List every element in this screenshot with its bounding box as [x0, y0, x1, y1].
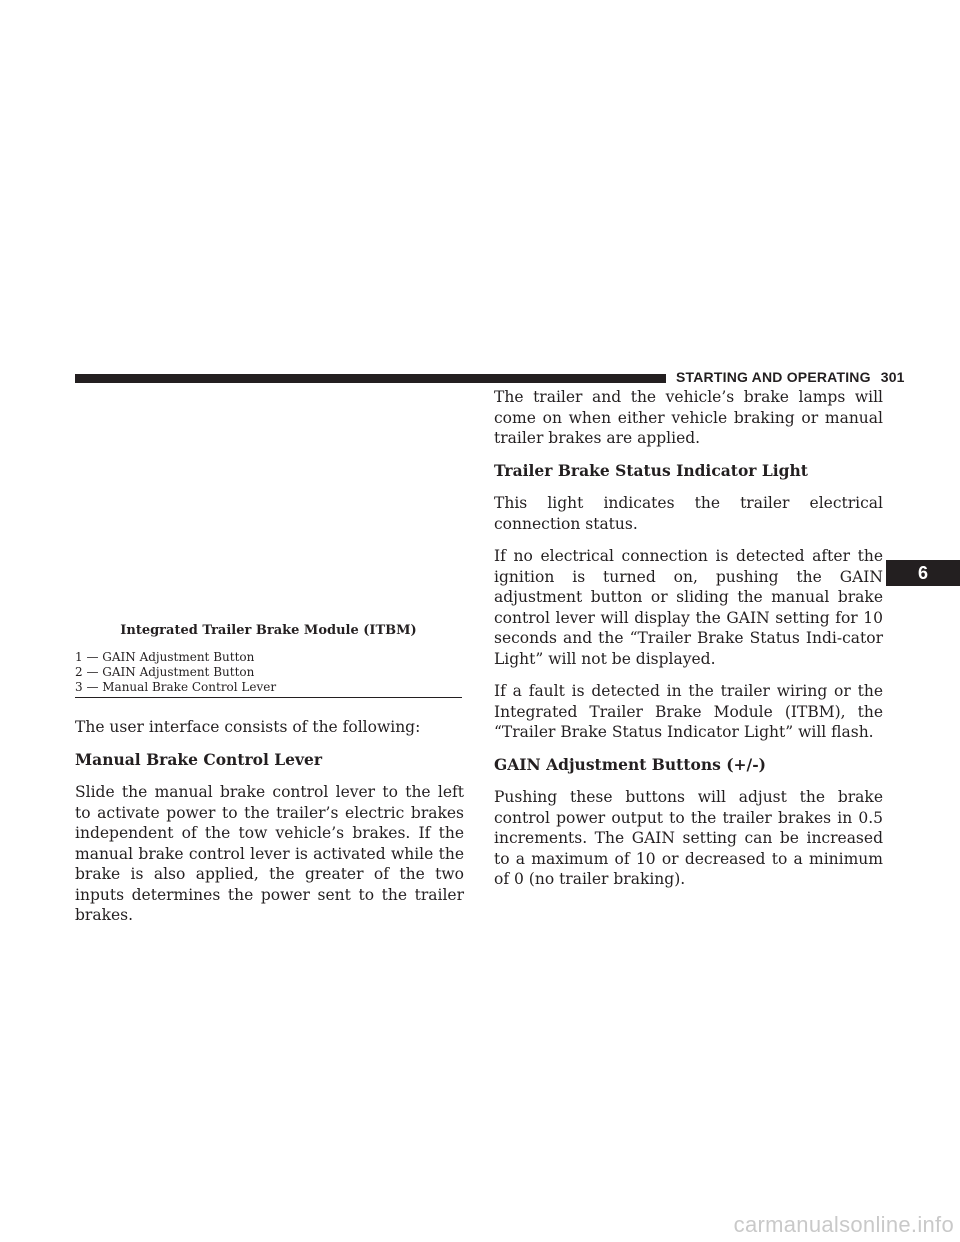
legend-item: 2 — GAIN Adjustment Button	[75, 665, 255, 679]
section-title: STARTING AND OPERATING	[676, 369, 871, 385]
legend-item: 1 — GAIN Adjustment Button	[75, 650, 255, 664]
heading-gain-buttons: GAIN Adjustment Buttons (+/-)	[494, 754, 766, 774]
page-number: 301	[880, 369, 905, 385]
chapter-tab: 6	[886, 560, 960, 586]
heading-manual-brake-lever: Manual Brake Control Lever	[75, 749, 323, 769]
legend-divider	[75, 697, 462, 698]
left-column	[75, 717, 464, 938]
paragraph-gain-buttons: Pushing these buttons will adjust the brake control power output to the trailer brakes in 0.5 increments. The GAIN setting can be increased to a maximum of 10 or decreased to a minimum of 0 (no trailer braking).	[494, 788, 883, 888]
paragraph-manual-brake-lever: Slide the manual brake control lever to the left to activate power to the trailer’s electric brakes independent of the tow vehicle’s brakes. If the manual brake control lever is activated while the brake is also applied, the greater of the two inputs determines the power sent to the trailer brakes.	[75, 783, 464, 924]
figure-image-area	[75, 392, 462, 622]
running-header	[676, 369, 905, 385]
right-column	[494, 387, 883, 902]
intro-paragraph: The user interface consists of the following:	[75, 718, 421, 736]
paragraph-status-1: This light indicates the trailer electrical connection status.	[494, 494, 883, 533]
paragraph-brake-lamps: The trailer and the vehicle’s brake lamps will come on when either vehicle braking or manual trailer brakes are applied.	[494, 388, 883, 447]
heading-status-indicator: Trailer Brake Status Indicator Light	[494, 460, 808, 480]
paragraph-status-3: If a fault is detected in the trailer wiring or the Integrated Trailer Brake Module (ITBM), the “Trailer Brake Status Indicator Light” will flash.	[494, 682, 883, 741]
header-rule	[75, 374, 666, 383]
watermark: carmanualsonline.info	[733, 1212, 954, 1237]
figure-caption: Integrated Trailer Brake Module (ITBM)	[120, 623, 417, 638]
figure-legend	[75, 650, 462, 695]
legend-item: 3 — Manual Brake Control Lever	[75, 680, 277, 694]
paragraph-status-2: If no electrical connection is detected after the ignition is turned on, pushing the GAIN adjustment button or sliding the manual brake control lever will display the GAIN setting for 10 seconds and the “Trailer Brake Status Indi-cator Light” will not be displayed.	[494, 547, 883, 668]
